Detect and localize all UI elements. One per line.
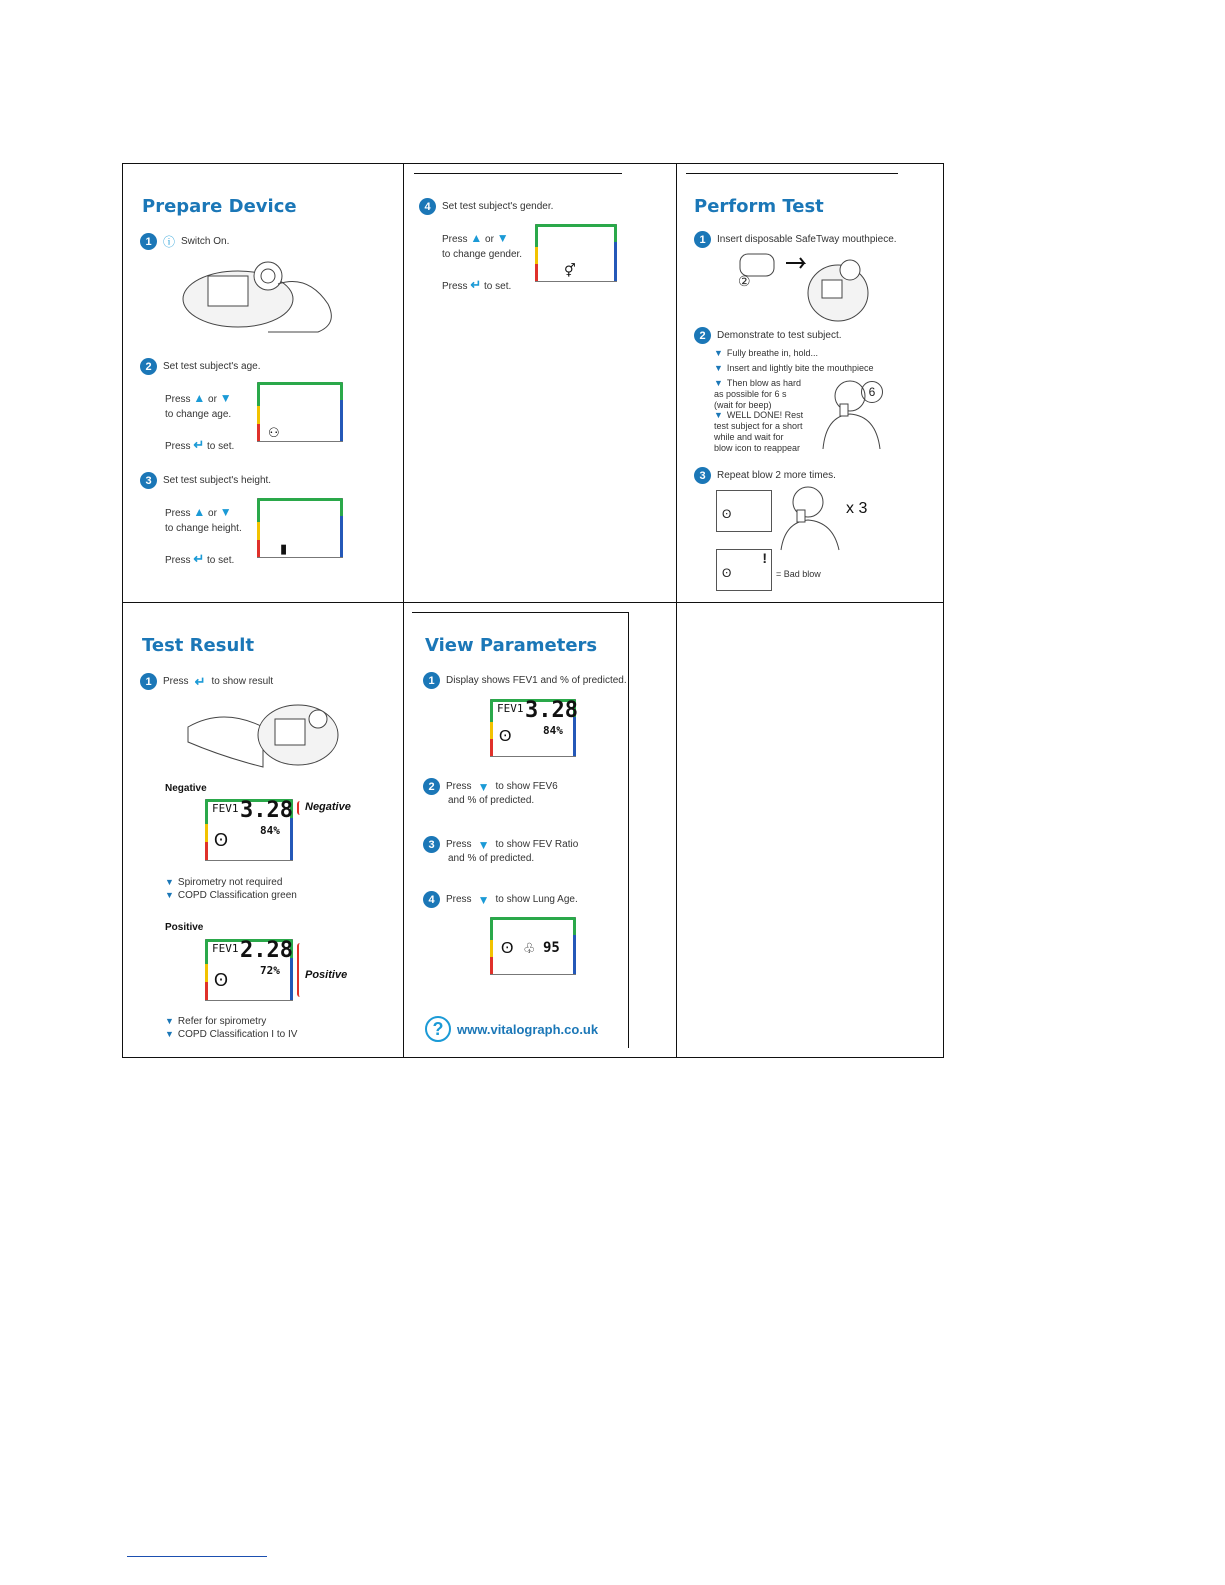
arrow-down-icon: ▼ [219, 505, 232, 519]
arrow-down-icon: ▼ [477, 779, 490, 794]
step-3: 3 Repeat blow 2 more times. [694, 467, 836, 484]
repeat-count: x 3 [846, 500, 868, 517]
lungs-icon: ♧ [523, 940, 536, 956]
arrow-up-icon: ▲ [193, 505, 206, 519]
power-icon: ⓘ [163, 235, 176, 249]
negative-brace [297, 801, 303, 815]
step-1: 1 Insert disposable SafeTway mouthpiece. [694, 231, 897, 248]
view-parameters-panel [404, 603, 678, 1059]
percent-predicted: 72% [260, 964, 280, 977]
negative-label: Negative [165, 783, 207, 794]
bullet-item: ▼ Then blow as hard as possible for 6 s (wait for beep) [714, 378, 801, 410]
percent-predicted: 84% [260, 824, 280, 837]
age-press-instruction: Press ▲ or ▼ to change age. Press ↵ to set. [165, 391, 235, 452]
step-1: 1 Press ↵ to show result [140, 673, 273, 690]
blow-icon: ʘ [214, 830, 229, 850]
timer-badge: 6 [861, 381, 883, 403]
device-switch-on-illustration [178, 254, 348, 334]
bullet-item: ▼ COPD Classification green [165, 890, 297, 901]
bullet-arrow-icon: ▼ [165, 890, 174, 900]
header-rule [414, 173, 622, 174]
help-icon: ? [425, 1016, 451, 1042]
prepare-device-panel [123, 164, 404, 603]
bad-blow-display [716, 549, 772, 591]
lcd-negative-result: FEV1 3.28 84% ʘ [205, 799, 293, 861]
blow-icon-display [716, 490, 772, 532]
lcd-lung-age [490, 917, 576, 975]
bullet-arrow-icon: ▼ [714, 363, 723, 373]
side-rule [628, 612, 629, 1048]
positive-brace [297, 943, 303, 997]
perform-test-panel [678, 164, 945, 603]
arrow-down-icon: ▼ [496, 231, 509, 245]
blow-icon: ʘ [722, 566, 732, 580]
height-press-instruction: Press ▲ or ▼ to change height. Press ↵ to set. [165, 505, 242, 566]
person-repeat-blow-illustration [773, 482, 853, 552]
gender-icon: ⚥ [564, 263, 576, 278]
panel-title: Perform Test [694, 196, 824, 217]
positive-label: Positive [165, 922, 204, 933]
bullet-arrow-icon: ▼ [714, 410, 723, 420]
lcd-height [257, 498, 343, 558]
gender-press-instruction: Press ▲ or ▼ to change gender. Press ↵ to set. [442, 231, 523, 292]
arrow-up-icon: ▲ [193, 391, 206, 405]
hand-pressing-device-illustration [183, 697, 343, 772]
step-2: 2 Demonstrate to test subject. [694, 327, 842, 344]
person-blowing-illustration [818, 374, 898, 454]
arrow-up-icon: ▲ [470, 231, 483, 245]
bullet-arrow-icon: ▼ [165, 877, 174, 887]
panel-title: Test Result [142, 635, 255, 656]
step-3: 3 Set test subject's height. [140, 472, 271, 489]
blow-icon: ʘ [722, 507, 732, 521]
bullet-item: ▼ WELL DONE! Rest test subject for a short while and wait for blow icon to reappear [714, 410, 804, 453]
lcd-gender [535, 224, 617, 282]
header-rule [686, 173, 898, 174]
panel-title: View Parameters [425, 635, 598, 656]
arrow-down-icon: ▼ [219, 391, 232, 405]
bullet-item: ▼ Fully breathe in, hold... [714, 348, 818, 358]
arrow-down-icon: ▼ [477, 837, 490, 852]
step-1: 1 ⓘ Switch On. [140, 233, 229, 250]
bullet-item: ▼ Insert and lightly bite the mouthpiece [714, 363, 874, 373]
step-2: 2 Set test subject's age. [140, 358, 261, 375]
percent-predicted: 84% [543, 724, 563, 737]
step-4: 4 Press ▼ to show Lung Age. [423, 891, 578, 908]
lung-age-value: 95 [543, 940, 560, 956]
lcd-positive-result: FEV1 2.28 72% ʘ [205, 939, 293, 1001]
positive-tag: Positive [305, 969, 348, 981]
circled-two: ② [738, 273, 751, 289]
instruction-grid [122, 163, 944, 1058]
header-rule [412, 612, 628, 613]
step-4: 4 Set test subject's gender. [419, 198, 553, 215]
test-result-panel [123, 603, 404, 1059]
bullet-arrow-icon: ▼ [714, 348, 723, 358]
people-icon: ⚇ [268, 425, 280, 440]
bullet-item: ▼ Refer for spirometry [165, 1016, 267, 1027]
empty-panel [678, 603, 945, 1059]
fev-value: 2.28 [240, 938, 293, 963]
bullet-arrow-icon: ▼ [165, 1016, 174, 1026]
panel-title: Prepare Device [142, 196, 297, 217]
bullet-arrow-icon: ▼ [165, 1029, 174, 1039]
bullet-item: ▼ Spirometry not required [165, 877, 283, 888]
gender-panel [404, 164, 678, 603]
mouthpiece-illustration [738, 248, 878, 328]
blow-icon: ʘ [501, 940, 514, 957]
bullet-arrow-icon: ▼ [714, 378, 723, 388]
blow-icon: ʘ [499, 728, 512, 745]
step-2: 2 Press ▼ to show FEV6 [423, 778, 558, 795]
enter-icon: ↵ [193, 551, 205, 566]
enter-icon: ↵ [193, 437, 205, 452]
arrow-down-icon: ▼ [477, 892, 490, 907]
step-1: 1 Display shows FEV1 and % of predicted. [423, 672, 627, 689]
step-2-line2: and % of predicted. [448, 795, 535, 806]
negative-tag: Negative [305, 801, 351, 813]
blow-icon: ʘ [214, 970, 229, 990]
footnote-rule [127, 1556, 267, 1557]
lcd-age [257, 382, 343, 442]
person-height-icon: ▮ [280, 541, 288, 556]
enter-icon: ↵ [194, 673, 206, 689]
bullet-item: ▼ COPD Classification I to IV [165, 1029, 298, 1040]
enter-icon: ↵ [470, 277, 482, 292]
website-link[interactable]: ? www.vitalograph.co.uk [425, 1016, 598, 1042]
bad-blow-label: = Bad blow [776, 569, 821, 579]
lcd-fev1: FEV1 3.28 84% ʘ [490, 699, 576, 757]
warning-mark-icon: ! [762, 550, 767, 566]
fev-value: 3.28 [240, 798, 293, 823]
step-3: 3 Press ▼ to show FEV Ratio [423, 836, 578, 853]
step-3-line2: and % of predicted. [448, 853, 535, 864]
fev-value: 3.28 [525, 698, 578, 723]
